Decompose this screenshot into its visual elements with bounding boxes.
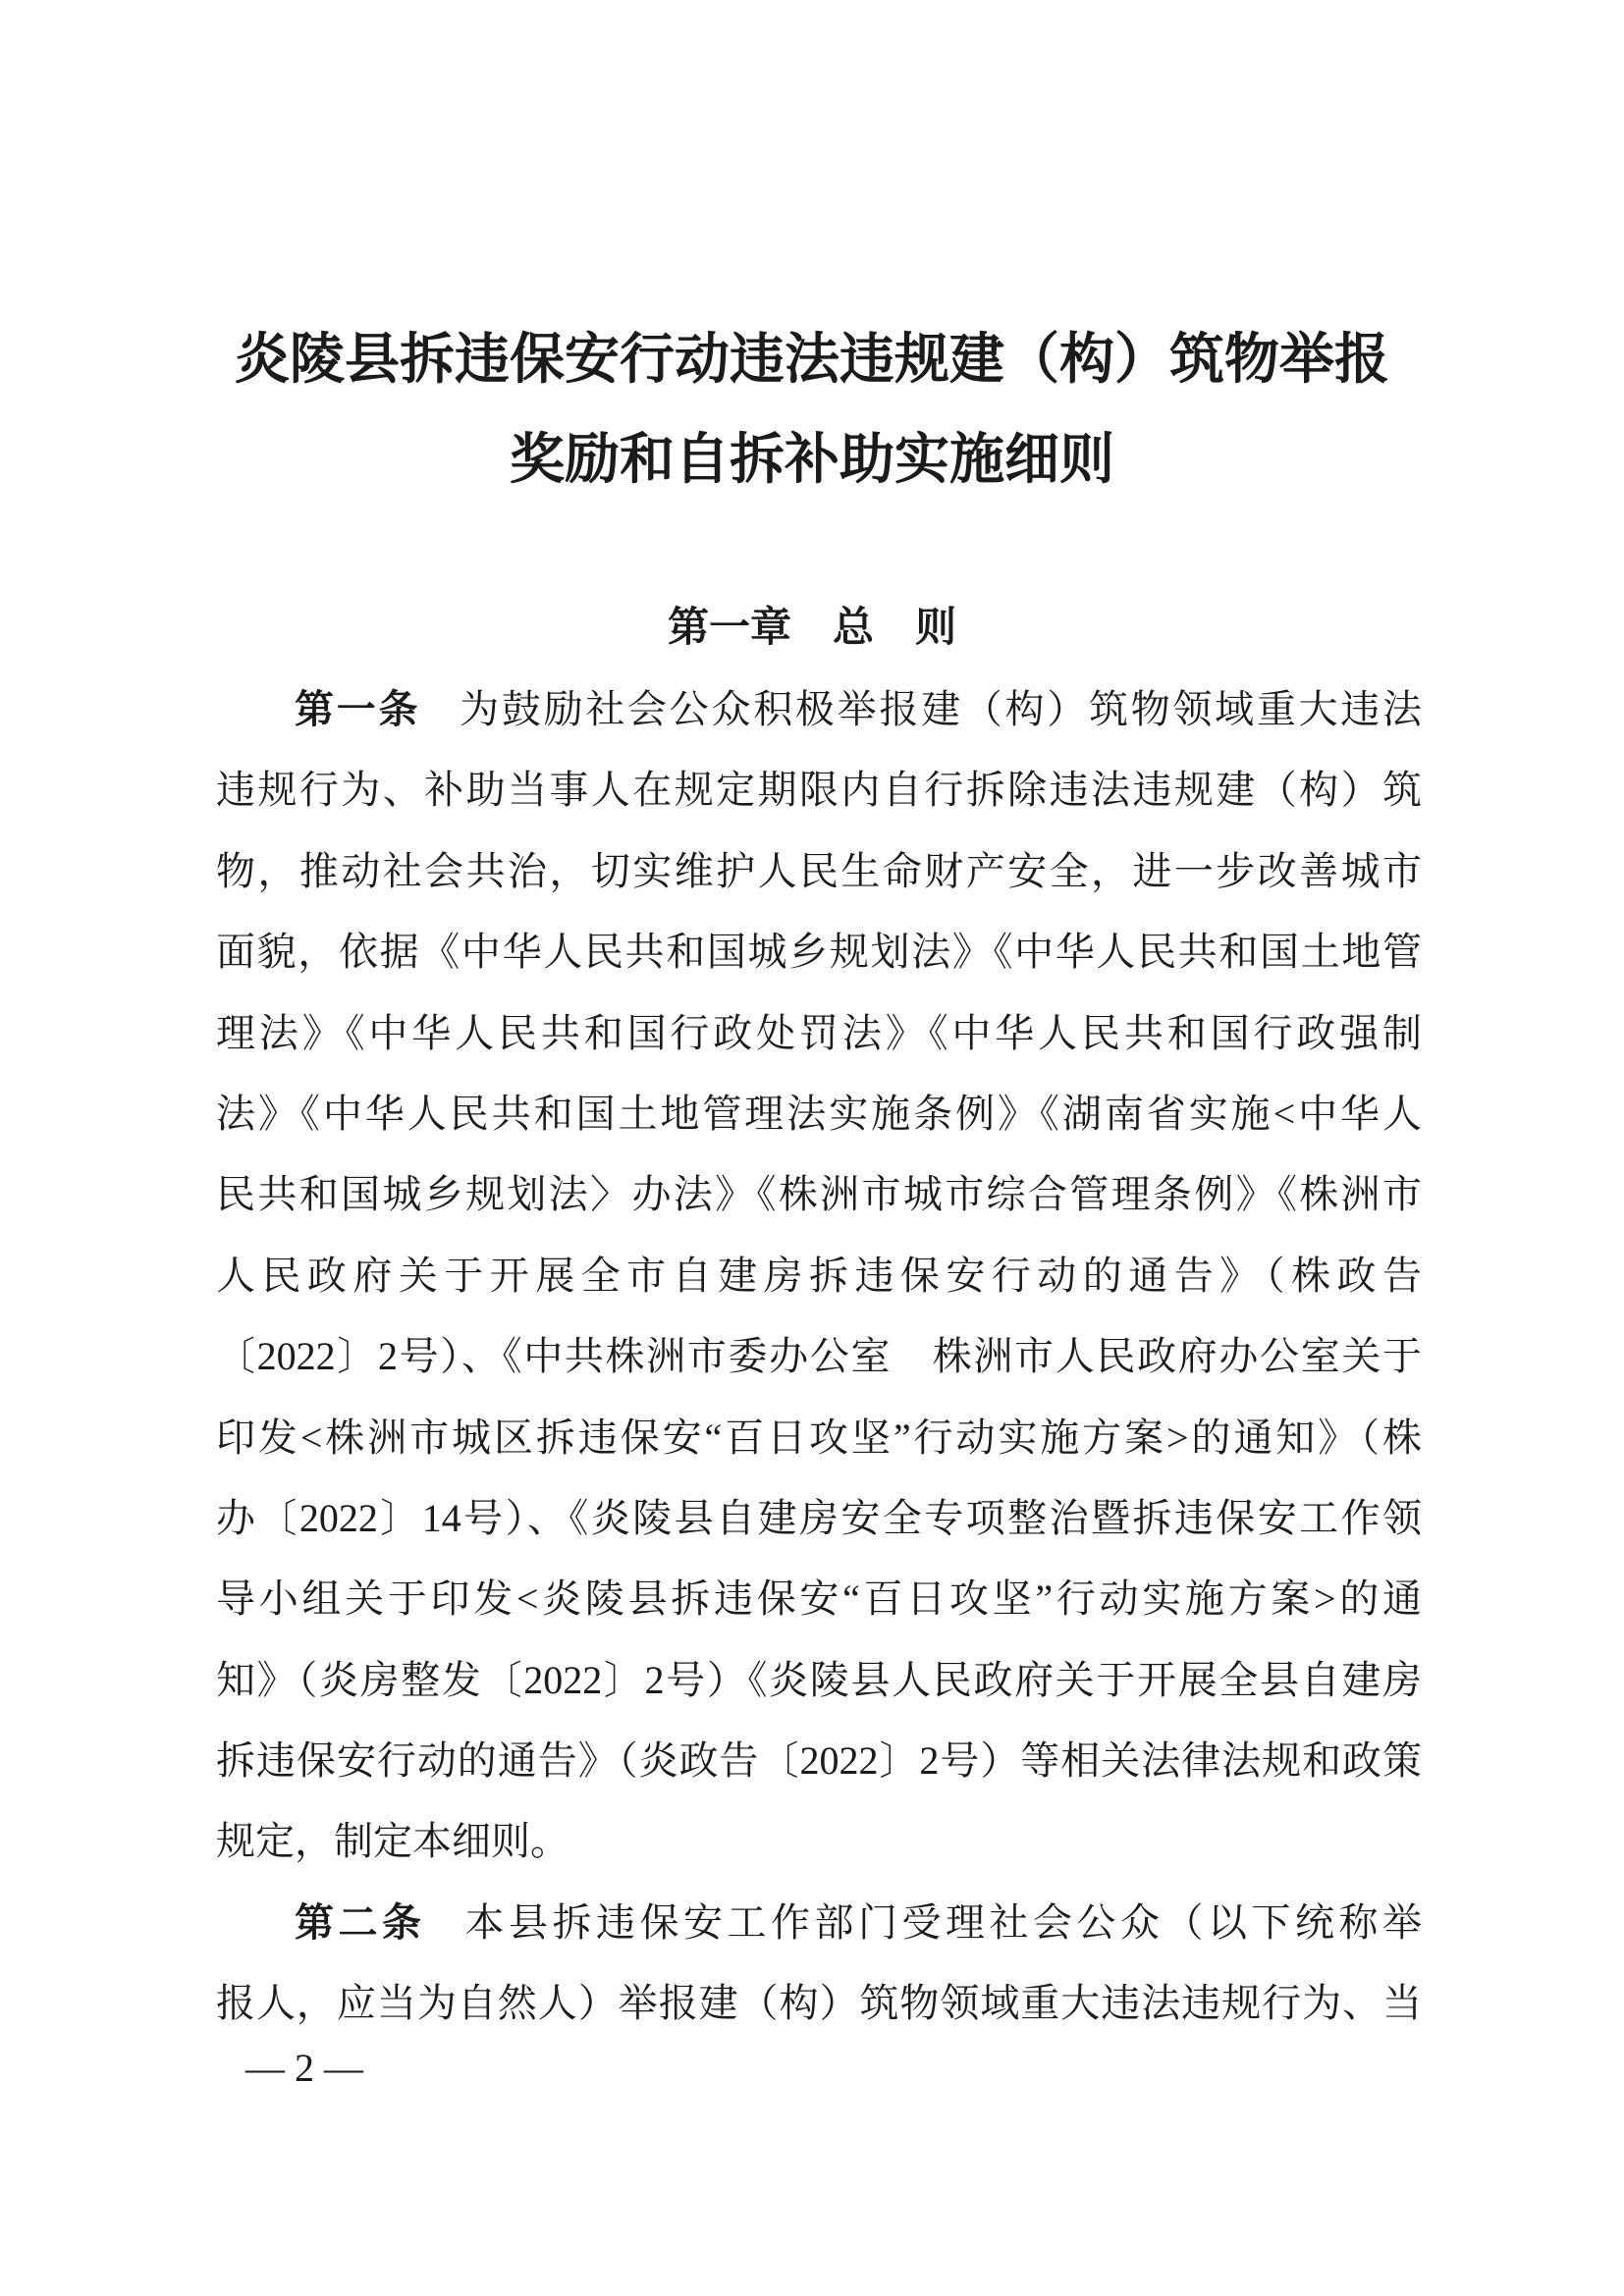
text-line: 本县拆违保安工作部门受理社会公众（以下统称举 [464, 1899, 1422, 1945]
article-2 [216, 1883, 1422, 2045]
text-line: 理法》《中华人民共和国行政处罚法》《中华人民共和国行政强制 [216, 1010, 1422, 1055]
text-line: 报人，应当为自然人）举报建（构）筑物领域重大违法违规行为、当 [216, 1981, 1422, 2026]
chapter-heading: 第一章 总 则 [667, 606, 956, 651]
title-line-2: 奖励和自拆补助实施细则 [510, 430, 1114, 491]
article-1-first-line [216, 669, 1422, 750]
body-text [216, 669, 1422, 2045]
document-title [0, 310, 1624, 510]
article-2-label: 第二条 [295, 1899, 426, 1945]
article-2-first-line [216, 1883, 1422, 1963]
text-line: 导小组关于印发<炎陵县拆违保安“百日攻坚”行动实施方案>的通 [216, 1576, 1422, 1622]
text-line: 物，推动社会共治，切实维护人民生命财产安全，进一步改善城市 [216, 848, 1422, 893]
text-line: 知》（炎房整发〔2022〕2号）《炎陵县人民政府关于开展全县自建房 [216, 1657, 1422, 1702]
page-number: — 2 — [245, 2046, 363, 2090]
text-line: 违规行为、补助当事人在规定期限内自行拆除违法违规建（构）筑 [216, 768, 1422, 813]
text-line: 法》《中华人民共和国土地管理法实施条例》《湖南省实施<中华人 [216, 1091, 1422, 1136]
article-1 [216, 669, 1422, 1883]
text-line: 〔2022〕2号）、《中共株洲市委办公室 株洲市人民政府办公室关于 [216, 1334, 1422, 1379]
text-line: 面貌，依据《中华人民共和国城乡规划法》《中华人民共和国土地管 [216, 930, 1422, 975]
text-line: 拆违保安行动的通告》（炎政告〔2022〕2号）等相关法律法规和政策 [216, 1738, 1422, 1784]
text-line: 民共和国城乡规划法〉办法》《株洲市城市综合管理条例》《株洲市 [216, 1172, 1422, 1217]
text-line: 规定，制定本细则。 [216, 1819, 569, 1864]
text-line: 印发<株洲市城区拆违保安“百日攻坚”行动实施方案>的通知》（株 [216, 1415, 1422, 1460]
text-line: 为鼓励社会公众积极举报建（构）筑物领域重大违法 [460, 687, 1423, 731]
article-1-label: 第一条 [295, 687, 421, 731]
text-line: 人民政府关于开展全市自建房拆违保安行动的通告》（株政告 [216, 1253, 1422, 1298]
text-line: 办〔2022〕14号）、《炎陵县自建房安全专项整治暨拆违保安工作领 [216, 1495, 1422, 1540]
title-line-1: 炎陵县拆违保安行动违法违规建（构）筑物举报 [235, 330, 1389, 391]
